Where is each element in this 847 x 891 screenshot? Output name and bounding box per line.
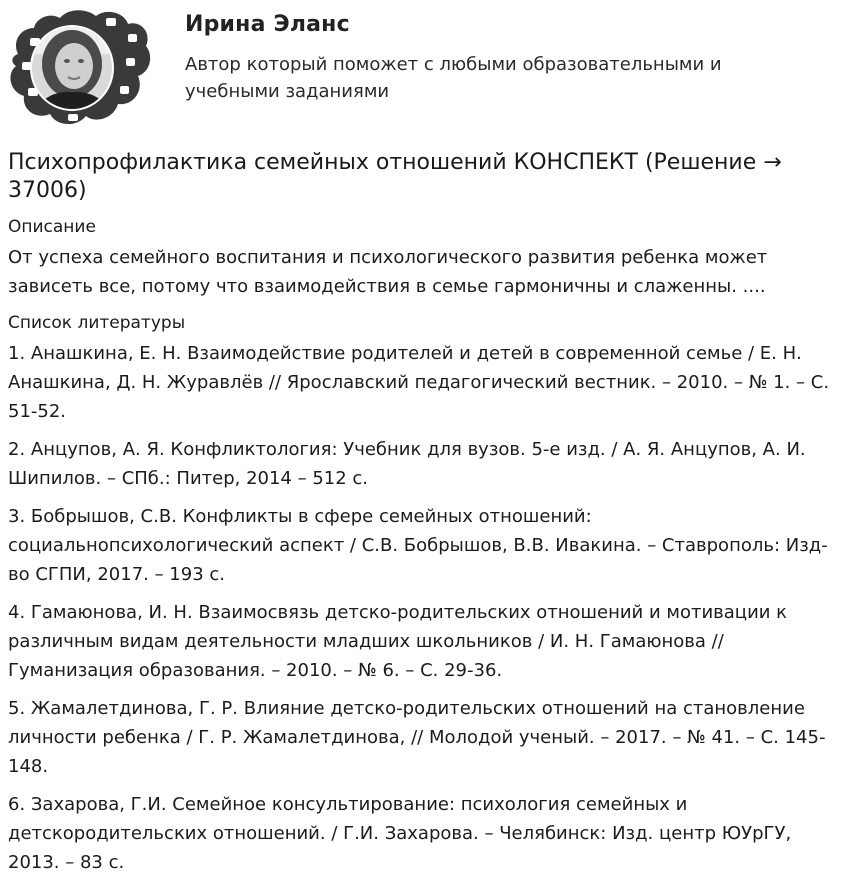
author-card [0,0,847,135]
avatar-photo-icon [6,6,152,128]
reference-item: 4. Гамаюнова, И. Н. Взаимосвязь детско-родительских отношений и мотивации к различным видам деятельности младших школьников / И. Н. Гамаюнова // Гуманизация образования. – 2010. – № 6. – С. 29-36. [8,602,788,681]
description-label: Описание [8,217,96,237]
references-list [8,339,844,886]
author-description: Автор который поможет с любыми образовательными и учебными заданиями [185,54,722,102]
author-name[interactable]: Ирина Эланс [185,12,350,37]
references-label: Список литературы [8,313,186,333]
reference-item: 6. Захарова, Г.И. Семейное консультирование: психология семейных и детскородительских отношений. / Г.И. Захарова. – Челябинск: Изд. центр ЮУрГУ, 2013. – 83 с. [8,794,792,873]
description-text: От успеха семейного воспитания и психологического развития ребенка может зависеть все, потому что взаимодействия в семье гармоничны и слаженны. .... [8,247,768,297]
reference-item: 3. Бобрышов, С.В. Конфликты в сфере семейных отношений: социальнопсихологический аспект / С.В. Бобрышов, В.В. Ивакина. – Ставрополь: Изд-во СГПИ, 2017. – 193 с. [8,506,828,585]
author-avatar[interactable] [6,6,152,128]
reference-item: 5. Жамалетдинова, Г. Р. Влияние детско-родительских отношений на становление личности ребенка / Г. Р. Жамалетдинова, // Молодой ученый. – 2017. – № 41. – С. 145- 148. [8,698,826,777]
document-title: Психопрофилактика семейных отношений КОНСПЕКТ (Решение → 37006) [8,150,782,203]
reference-item: 1. Анашкина, Е. Н. Взаимодействие родителей и детей в современной семье / Е. Н. Анашкина, Д. Н. Журавлёв // Ярославский педагогический вестник. – 2010. – № 1. – С. 51-52. [8,343,830,422]
reference-item: 2. Анцупов, А. Я. Конфликтология: Учебник для вузов. 5-е изд. / А. Я. Анцупов, А. И. Шипилов. – СПб.: Питер, 2014 – 512 с. [8,439,806,489]
